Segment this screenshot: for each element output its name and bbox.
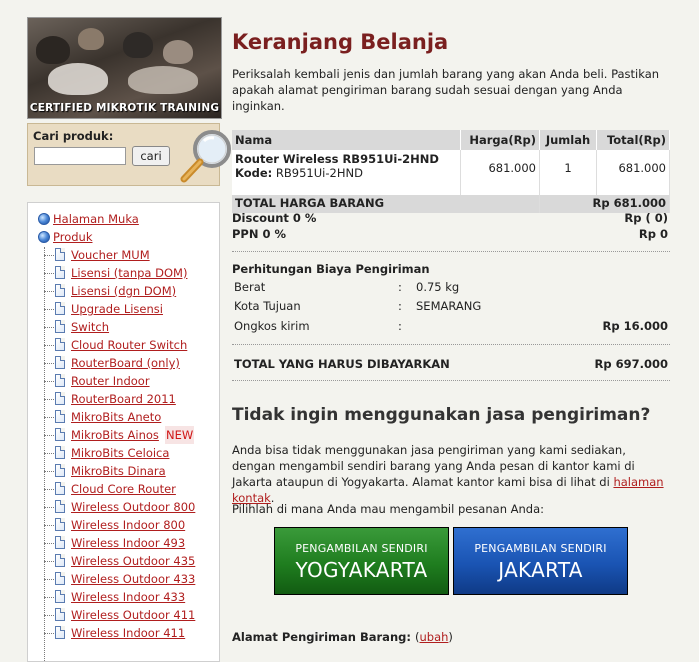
list-item [28, 246, 218, 264]
item-qty: 1 [540, 150, 597, 195]
change-address-link[interactable]: ubah [419, 630, 449, 644]
table-row [232, 150, 670, 195]
weight-sep: : [398, 280, 402, 294]
document-icon [55, 428, 65, 441]
item-code: RB951Ui-2HND [275, 166, 363, 180]
list-item [28, 426, 218, 444]
search-button[interactable]: cari [132, 146, 170, 166]
sidebar-item-link[interactable]: Wireless Outdoor 433 [71, 572, 196, 586]
list-item [28, 624, 218, 642]
list-item [28, 534, 218, 552]
sidebar-item-link[interactable]: Wireless Indoor 800 [71, 518, 186, 532]
address-paren-close: ) [448, 630, 453, 644]
list-item [28, 372, 218, 390]
shipping-title: Perhitungan Biaya Pengiriman [232, 262, 430, 276]
divider [232, 251, 670, 252]
pickup-text-end: . [270, 491, 275, 505]
list-item [28, 264, 218, 282]
pickup-yk-city: YOGYAKARTA [295, 558, 428, 582]
document-icon [55, 464, 65, 477]
sidebar-item-link[interactable]: Cloud Router Switch [71, 338, 188, 352]
nav-home-row [28, 210, 218, 228]
globe-icon [38, 231, 50, 243]
document-icon [55, 518, 65, 531]
sidebar-item-link[interactable]: MikroBits Celoica [71, 446, 170, 460]
sidebar-item-link[interactable]: Wireless Outdoor 800 [71, 500, 196, 514]
new-badge: NEW [166, 428, 194, 442]
intro-text: Periksalah kembali jenis dan jumlah barang yang akan Anda beli. Pastikan apakah alamat pengiriman barang sudah sesuai dengan yang Anda inginkan. [232, 67, 660, 113]
item-price: 681.000 [461, 150, 540, 195]
sidebar-item-link[interactable]: RouterBoard 2011 [71, 392, 176, 406]
document-icon [55, 590, 65, 603]
sidebar-item-link[interactable]: Voucher MUM [71, 248, 150, 262]
sidebar-item-link[interactable]: Lisensi (dgn DOM) [71, 284, 177, 298]
col-price-header: Harga(Rp) [461, 130, 540, 150]
sidebar-item-link[interactable]: Wireless Indoor 433 [71, 590, 186, 604]
list-item [28, 570, 218, 588]
sidebar-item-link[interactable]: Cloud Core Router [71, 482, 176, 496]
pickup-text-body: Anda bisa tidak menggunakan jasa pengiriman yang kami sediakan, dengan mengambil sendiri barang yang Anda pesan di kantor kami di Jakarta ataupun di Yogyakarta. Alamat kantor kami bisa di lihat di [232, 443, 635, 489]
document-icon [55, 374, 65, 387]
document-icon [55, 608, 65, 621]
pickup-title: Tidak ingin menggunakan jasa pengiriman? [232, 405, 651, 425]
shipping-address-row [232, 630, 453, 644]
search-input[interactable] [34, 147, 126, 165]
nav-home-link[interactable]: Halaman Muka [53, 212, 139, 226]
nav-products-link[interactable]: Produk [53, 230, 93, 244]
list-item [28, 498, 218, 516]
cost-label: Ongkos kirim [234, 319, 310, 333]
list-item [28, 408, 218, 426]
sidebar-item-link[interactable]: Router Indoor [71, 374, 150, 388]
sidebar-item-link[interactable]: RouterBoard (only) [71, 356, 180, 370]
document-icon [55, 572, 65, 585]
pickup-text [232, 442, 672, 506]
contact-page-link[interactable]: halaman kontak [232, 475, 664, 505]
shipping-weight-row [234, 280, 670, 298]
nav-products-row [28, 228, 218, 246]
grand-total-value: Rp 697.000 [594, 357, 668, 371]
document-icon [55, 284, 65, 297]
search-label: Cari produk: [33, 129, 114, 143]
document-icon [55, 266, 65, 279]
list-item [28, 588, 218, 606]
document-icon [55, 410, 65, 423]
sidebar-item-link[interactable]: MikroBits Ainos [71, 428, 159, 442]
sidebar-item-link[interactable]: MikroBits Dinara [71, 464, 166, 478]
page-title: Keranjang Belanja [232, 30, 449, 54]
col-name-header: Nama [232, 130, 461, 150]
city-sep: : [398, 299, 402, 313]
pickup-choose-text: Pilihlah di mana Anda mau mengambil pesanan Anda: [232, 502, 545, 516]
address-label: Alamat Pengiriman Barang: [232, 630, 411, 644]
pickup-jkt-city: JAKARTA [498, 558, 583, 582]
ppn-row [232, 227, 670, 242]
pickup-jkt-small: PENGAMBILAN SENDIRI [474, 542, 607, 555]
list-item [28, 282, 218, 300]
list-item [28, 300, 218, 318]
address-paren-open: ( [414, 630, 420, 644]
document-icon [55, 482, 65, 495]
item-name-cell [232, 150, 461, 195]
product-nav [27, 202, 220, 662]
col-qty-header: Jumlah [540, 130, 597, 150]
document-icon [55, 392, 65, 405]
list-item [28, 462, 218, 480]
document-icon [55, 500, 65, 513]
document-icon [55, 626, 65, 639]
list-item [28, 606, 218, 624]
cost-sep: : [398, 319, 402, 333]
discount-row [232, 211, 670, 226]
banner-caption: CERTIFIED MIKROTIK TRAINING [29, 102, 220, 114]
list-item [28, 318, 218, 336]
document-icon [55, 338, 65, 351]
sidebar-item-link[interactable]: Wireless Outdoor 435 [71, 554, 196, 568]
list-item [28, 480, 218, 498]
document-icon [55, 302, 65, 315]
grand-total-label: TOTAL YANG HARUS DIBAYARKAN [234, 357, 450, 371]
ppn-label: PPN 0 % [232, 227, 287, 241]
list-item [28, 336, 218, 354]
weight-value: 0.75 kg [416, 280, 460, 294]
document-icon [55, 536, 65, 549]
col-total-header: Total(Rp) [597, 130, 670, 150]
sidebar-item-link[interactable]: Lisensi (tanpa DOM) [71, 266, 188, 280]
cart-table [232, 130, 670, 213]
ppn-value: Rp 0 [638, 227, 668, 241]
divider [232, 344, 670, 345]
shipping-cost-row [234, 319, 670, 337]
pickup-jakarta-button[interactable] [453, 527, 628, 595]
sidebar-item-link[interactable]: Upgrade Lisensi [71, 302, 163, 316]
grand-total-row [234, 357, 670, 371]
sidebar-item-link[interactable]: Switch [71, 320, 110, 334]
item-code-label: Kode: [235, 166, 273, 180]
document-icon [55, 320, 65, 333]
sidebar-item-link[interactable]: Wireless Indoor 493 [71, 536, 186, 550]
item-total: 681.000 [597, 150, 670, 195]
discount-value: Rp ( 0) [624, 211, 668, 225]
discount-label: Discount 0 % [232, 211, 317, 225]
document-icon [55, 356, 65, 369]
magnifier-icon [176, 127, 240, 185]
document-icon [55, 446, 65, 459]
sidebar-item-link[interactable]: MikroBits Aneto [71, 410, 162, 424]
cost-value: Rp 16.000 [602, 319, 668, 333]
globe-icon [38, 213, 50, 225]
city-label: Kota Tujuan [234, 299, 301, 313]
cart-header-row [232, 130, 670, 150]
pickup-yogyakarta-button[interactable] [274, 527, 449, 595]
list-item [28, 516, 218, 534]
list-item [28, 444, 218, 462]
search-box [27, 123, 220, 186]
list-item [28, 354, 218, 372]
city-value: SEMARANG [416, 299, 482, 313]
list-item [28, 390, 218, 408]
cart-total-value: Rp 681.000 [540, 195, 670, 213]
training-banner[interactable] [27, 17, 222, 119]
document-icon [55, 248, 65, 261]
item-name: Router Wireless RB951Ui-2HND [235, 152, 439, 166]
list-item [28, 552, 218, 570]
divider [232, 380, 670, 381]
document-icon [55, 554, 65, 567]
cart-total-label: TOTAL HARGA BARANG [232, 195, 540, 213]
shipping-city-row [234, 299, 670, 317]
pickup-yk-small: PENGAMBILAN SENDIRI [295, 542, 428, 555]
weight-label: Berat [234, 280, 266, 294]
sidebar-item-link[interactable]: Wireless Indoor 411 [71, 626, 186, 640]
sidebar-item-link[interactable]: Wireless Outdoor 411 [71, 608, 196, 622]
